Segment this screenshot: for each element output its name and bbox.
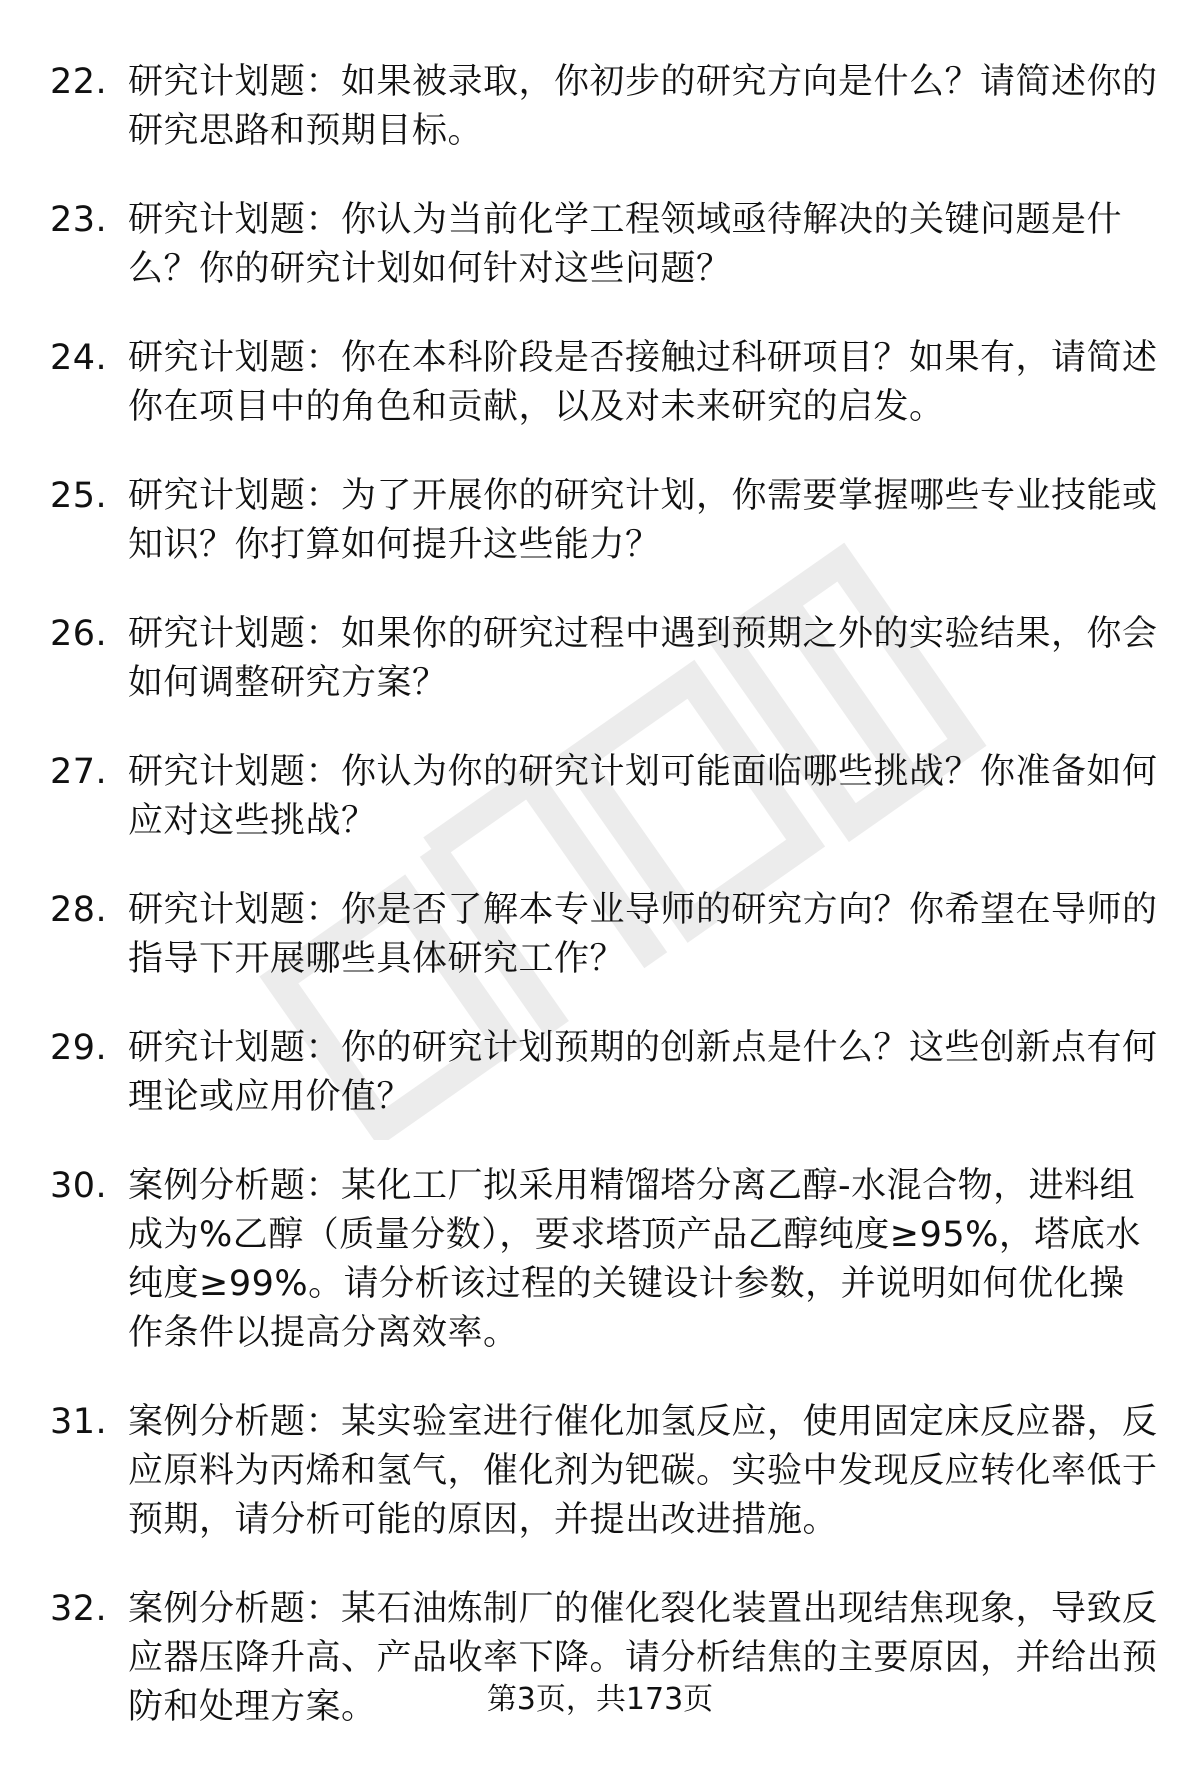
- question-text: 研究计划题：如果你的研究过程中遇到预期之外的实验结果，你会如何调整研究方案？: [128, 614, 1158, 703]
- question-text: 研究计划题：你认为当前化学工程领域亟待解决的关键问题是什么？你的研究计划如何针对这些问题？: [128, 200, 1123, 289]
- question-item: [50, 334, 1160, 432]
- question-number: 30.: [50, 1166, 108, 1206]
- question-text: 研究计划题：如果被录取，你初步的研究方向是什么？请简述你的研究思路和预期目标。: [128, 62, 1158, 151]
- question-number: 23.: [50, 200, 108, 240]
- question-text: 研究计划题：你的研究计划预期的创新点是什么？这些创新点有何理论或应用价值？: [128, 1028, 1158, 1117]
- question-number: 24.: [50, 338, 108, 378]
- question-number: 22.: [50, 62, 108, 102]
- question-number: 26.: [50, 614, 108, 654]
- question-text: 研究计划题：你在本科阶段是否接触过科研项目？如果有，请简述你在项目中的角色和贡献，以及对未来研究的启发。: [128, 338, 1158, 427]
- page-footer: [0, 1680, 1200, 1720]
- question-text: 研究计划题：为了开展你的研究计划，你需要掌握哪些专业技能或知识？你打算如何提升这些能力？: [128, 476, 1158, 565]
- question-number: 32.: [50, 1589, 108, 1629]
- question-list: [50, 58, 1160, 1772]
- question-item: [50, 472, 1160, 570]
- page-number-label: 第3页，共173页: [486, 1682, 714, 1717]
- question-text: 研究计划题：你是否了解本专业导师的研究方向？你希望在导师的指导下开展哪些具体研究工作？: [128, 890, 1158, 979]
- question-number: 29.: [50, 1028, 108, 1068]
- question-item: [50, 58, 1160, 156]
- question-number: 27.: [50, 752, 108, 792]
- question-number: 31.: [50, 1402, 108, 1442]
- question-text: 研究计划题：你认为你的研究计划可能面临哪些挑战？你准备如何应对这些挑战？: [128, 752, 1158, 841]
- question-item: [50, 196, 1160, 294]
- question-text: 案例分析题：某实验室进行催化加氢反应，使用固定床反应器，反应原料为丙烯和氢气，催化剂为钯碳。实验中发现反应转化率低于预期，请分析可能的原因，并提出改进措施。: [128, 1402, 1158, 1540]
- question-item: [50, 610, 1160, 708]
- question-number: 28.: [50, 890, 108, 930]
- question-item: [50, 1162, 1160, 1358]
- question-item: [50, 886, 1160, 984]
- question-text: 案例分析题：某石油炼制厂的催化裂化装置出现结焦现象，导致反应器压降升高、产品收率下降。请分析结焦的主要原因，并给出预防和处理方案。: [128, 1589, 1158, 1727]
- question-item: [50, 1024, 1160, 1122]
- question-text: 案例分析题：某化工厂拟采用精馏塔分离乙醇-水混合物，进料组成为%乙醇（质量分数），要求塔顶产品乙醇纯度≥95%，塔底水纯度≥99%。请分析该过程的关键设计参数，并说明如何优化操作条件以提高分离效率。: [128, 1166, 1141, 1353]
- question-item: [50, 748, 1160, 846]
- question-item: [50, 1398, 1160, 1545]
- question-number: 25.: [50, 476, 108, 516]
